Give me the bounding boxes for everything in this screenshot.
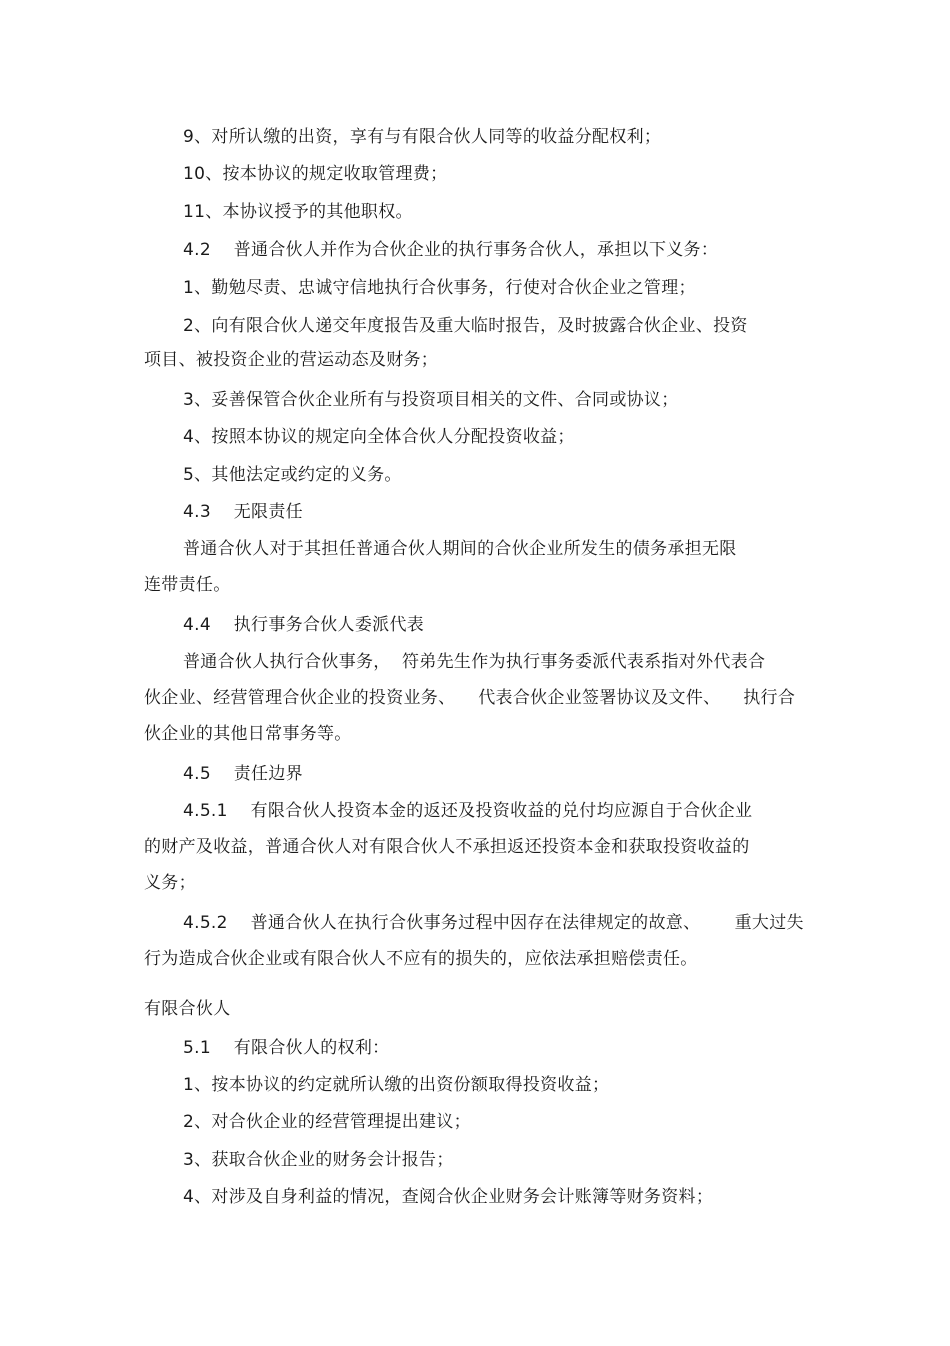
section-heading: 4.5 责任边界 (183, 764, 303, 784)
text-line: 义务； (144, 873, 196, 893)
text-line: 项目、被投资企业的营运动态及财务； (144, 350, 439, 370)
text-line: 4.5.1 有限合伙人投资本金的返还及投资收益的兑付均应源自于合伙企业 (183, 801, 753, 821)
text-line: 的财产及收益，普通合伙人对有限合伙人不承担返还投资本金和获取投资收益的 (144, 837, 750, 857)
text-line: 伙企业、经营管理合伙企业的投资业务、 代表合伙企业签署协议及文件、 执行合 (144, 688, 796, 708)
text-line: 2、向有限合伙人递交年度报告及重大临时报告，及时披露合伙企业、投资 (183, 316, 748, 336)
text-line: 普通合伙人执行合伙事务， 符弟先生作为执行事务委派代表系指对外代表合 (183, 652, 766, 672)
text-line: 行为造成合伙企业或有限合伙人不应有的损失的，应依法承担赔偿责任。 (144, 949, 698, 969)
section-heading: 4.3 无限责任 (183, 502, 303, 522)
text-line: 2、对合伙企业的经营管理提出建议； (183, 1112, 471, 1132)
text-line: 5、其他法定或约定的义务。 (183, 465, 402, 485)
text-line: 普通合伙人对于其担任普通合伙人期间的合伙企业所发生的债务承担无限 (183, 539, 737, 559)
text-line: 3、获取合伙企业的财务会计报告； (183, 1150, 454, 1170)
text-line: 4、按照本协议的规定向全体合伙人分配投资收益； (183, 427, 575, 447)
text-line: 11、本协议授予的其他职权。 (183, 202, 413, 222)
text-line: 4.5.2 普通合伙人在执行合伙事务过程中因存在法律规定的故意、 重大过失 (183, 913, 804, 933)
text-line: 1、勤勉尽责、忠诚守信地执行合伙事务，行使对合伙企业之管理； (183, 278, 696, 298)
text-line: 伙企业的其他日常事务等。 (144, 724, 352, 744)
section-heading: 5.1 有限合伙人的权利： (183, 1038, 390, 1058)
text-line: 9、对所认缴的出资，享有与有限合伙人同等的收益分配权利； (183, 127, 662, 147)
text-line: 3、妥善保管合伙企业所有与投资项目相关的文件、合同或协议； (183, 390, 679, 410)
section-heading: 4.4 执行事务合伙人委派代表 (183, 615, 425, 635)
text-line: 1、按本协议的约定就所认缴的出资份额取得投资收益； (183, 1075, 610, 1095)
text-line: 4、对涉及自身利益的情况，查阅合伙企业财务会计账簿等财务资料； (183, 1187, 714, 1207)
text-line: 连带责任。 (144, 575, 231, 595)
text-line: 10、按本协议的规定收取管理费； (183, 164, 448, 184)
section-heading: 有限合伙人 (144, 999, 231, 1019)
text-line: 4.2 普通合伙人并作为合伙企业的执行事务合伙人，承担以下义务： (183, 240, 719, 260)
